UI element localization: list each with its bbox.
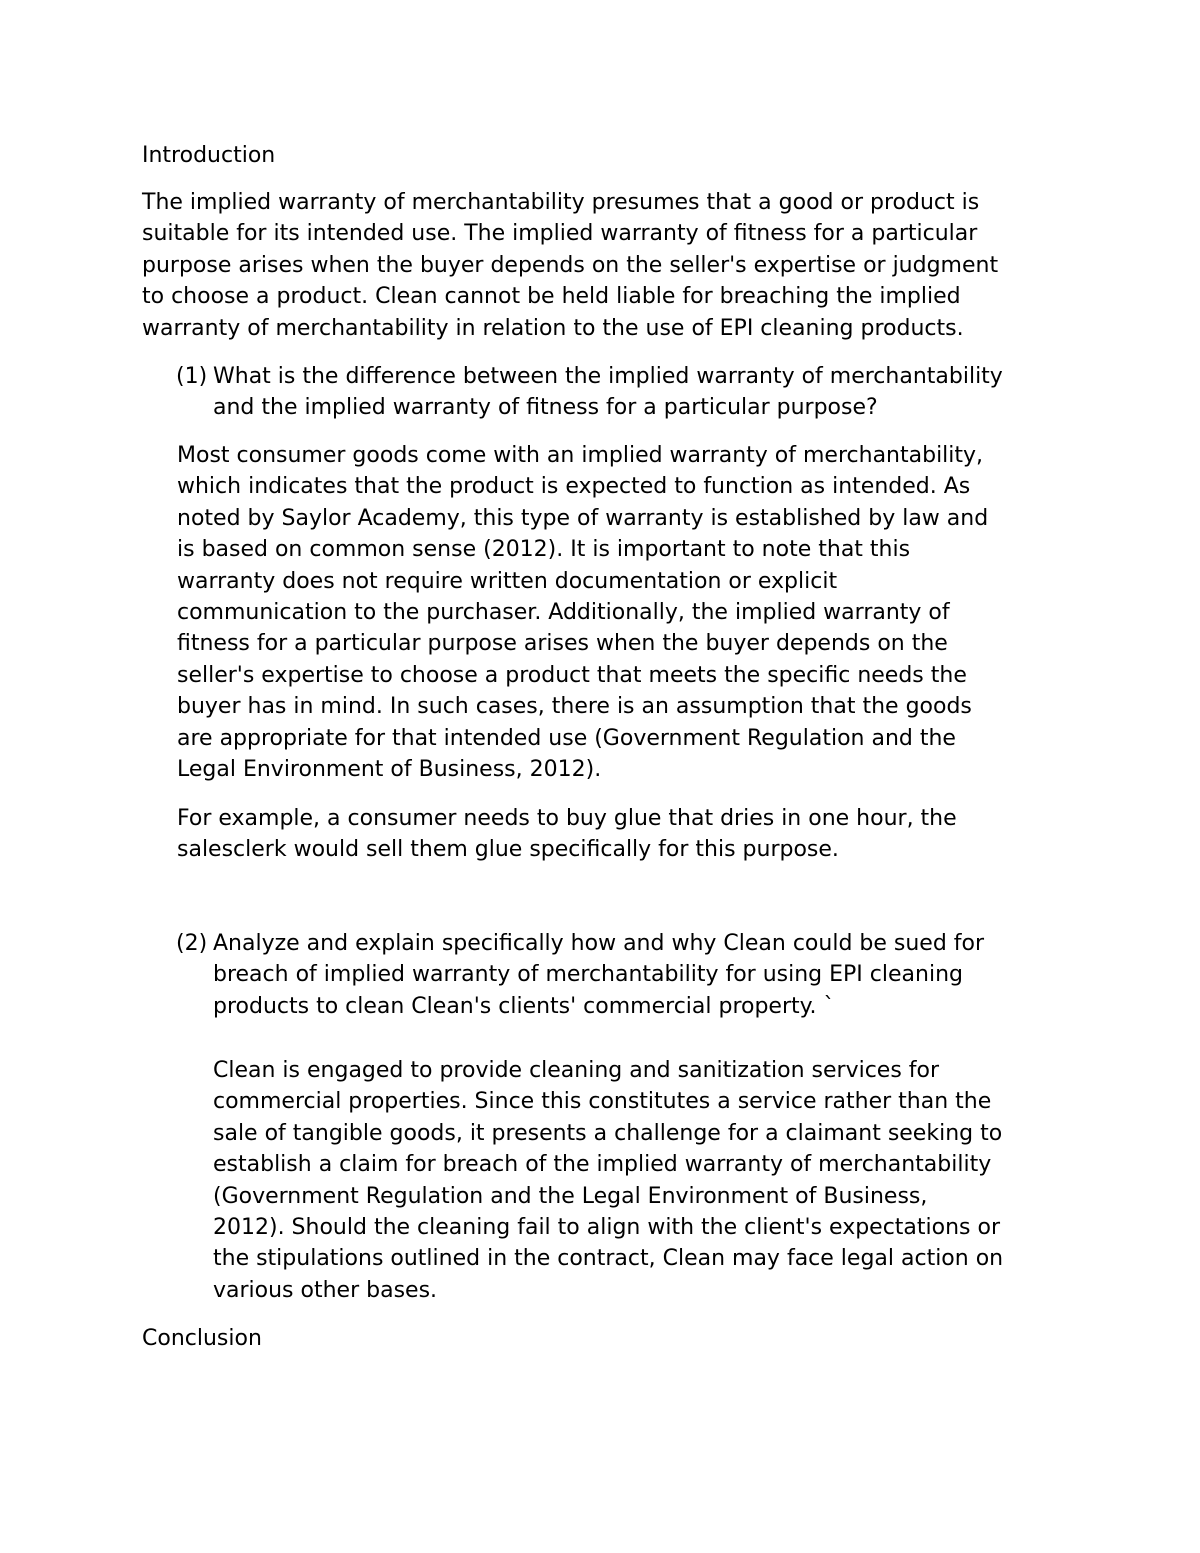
answer-1-paragraph xyxy=(177,440,988,785)
intro-line: to choose a product. Clean cannot be held liable for breaching the implied xyxy=(142,284,961,310)
answer-2-line: Clean is engaged to provide cleaning and sanitization services for xyxy=(213,1058,940,1083)
answer-2-line: sale of tangible goods, it presents a challenge for a claimant seeking to xyxy=(213,1120,1003,1146)
example-paragraph xyxy=(177,803,957,866)
answer-1-line: buyer has in mind. In such cases, there is an assumption that the goods xyxy=(177,694,972,720)
intro-line: purpose arises when the buyer depends on the seller's expertise or judgment xyxy=(142,252,999,278)
answer-1-line: seller's expertise to choose a product that meets the specific needs the xyxy=(177,662,967,688)
answer-1-line: noted by Saylor Academy, this type of warranty is established by law and xyxy=(177,505,989,531)
answer-2-paragraph xyxy=(213,1055,1003,1306)
answer-1-line: Legal Environment of Business, 2012). xyxy=(177,757,602,783)
introduction-heading: Introduction xyxy=(142,143,276,168)
question-1 xyxy=(176,361,1003,424)
answer-1-line: which indicates that the product is expected to function as intended. As xyxy=(177,474,971,500)
answer-1-line: fitness for a particular purpose arises when the buyer depends on the xyxy=(177,631,948,657)
question-1-text: and the implied warranty of fitness for a particular purpose? xyxy=(213,395,878,421)
question-1-text: What is the difference between the implied warranty of merchantability xyxy=(213,364,1003,389)
intro-line: The implied warranty of merchantability presumes that a good or product is xyxy=(142,190,980,215)
question-1-number: (1) xyxy=(176,364,208,389)
question-1-first-line xyxy=(176,361,1003,392)
answer-2-line: the stipulations outlined in the contract, Clean may face legal action on xyxy=(213,1246,1004,1272)
answer-2-line: (Government Regulation and the Legal Environment of Business, xyxy=(213,1183,928,1209)
question-2-text: breach of implied warranty of merchantability for using EPI cleaning xyxy=(213,962,963,988)
question-2-first-line xyxy=(176,928,984,959)
answer-1-line: communication to the purchaser. Additionally, the implied warranty of xyxy=(177,600,950,626)
answer-2-line: commercial properties. Since this constitutes a service rather than the xyxy=(213,1089,992,1115)
conclusion-heading: Conclusion xyxy=(142,1326,262,1351)
answer-1-line: warranty does not require written documentation or explicit xyxy=(177,568,838,594)
question-2-number: (2) xyxy=(176,931,208,956)
question-2 xyxy=(176,928,984,1022)
answer-2-line: various other bases. xyxy=(213,1277,438,1303)
example-line: salesclerk would sell them glue specifically for this purpose. xyxy=(177,837,839,863)
answer-1-line: Most consumer goods come with an implied warranty of merchantability, xyxy=(177,443,984,468)
answer-1-line: is based on common sense (2012). It is important to note that this xyxy=(177,537,911,563)
introduction-paragraph xyxy=(142,187,998,344)
answer-2-line: 2012). Should the cleaning fail to align with the client's expectations or xyxy=(213,1215,1001,1241)
question-2-text: products to clean Clean's clients' commercial property. ` xyxy=(213,993,835,1019)
question-2-text: Analyze and explain specifically how and why Clean could be sued for xyxy=(213,931,985,956)
answer-1-line: are appropriate for that intended use (Government Regulation and the xyxy=(177,725,956,751)
intro-line: warranty of merchantability in relation to the use of EPI cleaning products. xyxy=(142,315,964,341)
example-line: For example, a consumer needs to buy glue that dries in one hour, the xyxy=(177,806,957,831)
intro-line: suitable for its intended use. The implied warranty of fitness for a particular xyxy=(142,221,978,247)
answer-2-line: establish a claim for breach of the implied warranty of merchantability xyxy=(213,1152,992,1178)
